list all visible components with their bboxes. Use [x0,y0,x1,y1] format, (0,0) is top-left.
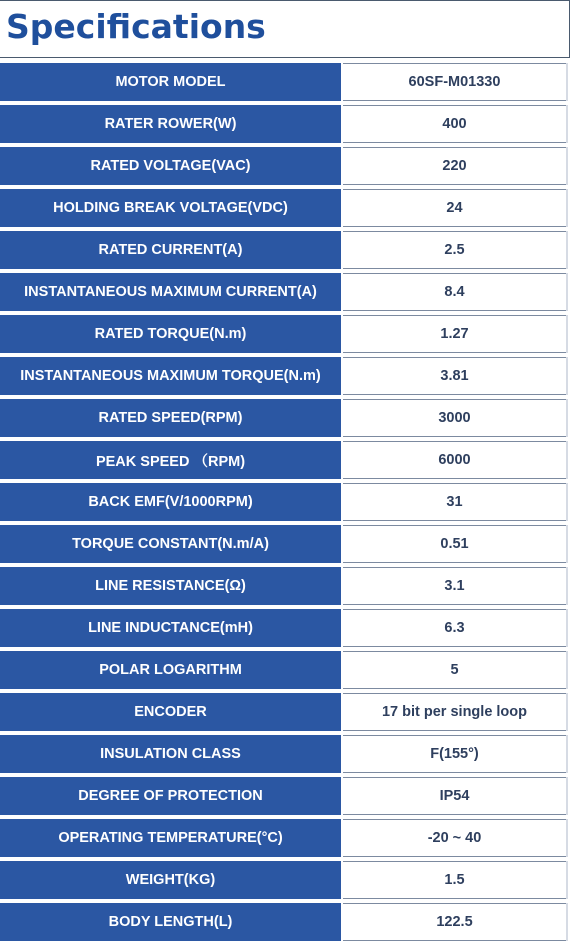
table-row [0,356,571,398]
spec-label: ENCODER [0,693,341,731]
spec-label: RATED TORQUE(N.m) [0,315,341,353]
spec-label: TORQUE CONSTANT(N.m/A) [0,525,341,563]
spec-label: DEGREE OF PROTECTION [0,777,341,815]
spec-label: RATER ROWER(W) [0,105,341,143]
spec-value: 220 [343,147,566,185]
row-edge-divider [566,609,568,647]
row-edge-divider [566,735,568,773]
row-edge-divider [566,861,568,899]
spec-label: RATED CURRENT(A) [0,231,341,269]
row-edge-divider [566,483,568,521]
table-row [0,902,571,944]
spec-label: WEIGHT(KG) [0,861,341,899]
spec-value: F(155°) [343,735,566,773]
table-row [0,440,571,482]
spec-value: -20 ~ 40 [343,819,566,857]
spec-value: IP54 [343,777,566,815]
page-title: Specifications [6,7,266,46]
spec-value: 400 [343,105,566,143]
spec-label: MOTOR MODEL [0,63,341,101]
spec-value: 5 [343,651,566,689]
row-edge-divider [566,189,568,227]
spec-value: 6000 [343,441,566,479]
spec-label: OPERATING TEMPERATURE(°C) [0,819,341,857]
row-edge-divider [566,693,568,731]
row-edge-divider [566,525,568,563]
row-edge-divider [566,567,568,605]
spec-label: LINE INDUCTANCE(mH) [0,609,341,647]
spec-label: RATED SPEED(RPM) [0,399,341,437]
specifications-table [0,62,571,944]
spec-label: BODY LENGTH(L) [0,903,341,941]
row-edge-divider [566,441,568,479]
spec-label: INSTANTANEOUS MAXIMUM TORQUE(N.m) [0,357,341,395]
spec-value: 3.81 [343,357,566,395]
spec-label: PEAK SPEED （RPM) [0,441,341,479]
table-row [0,188,571,230]
spec-value: 31 [343,483,566,521]
spec-value: 8.4 [343,273,566,311]
row-edge-divider [566,777,568,815]
spec-value: 60SF-M01330 [343,63,566,101]
table-row [0,692,571,734]
table-row [0,608,571,650]
spec-label: POLAR LOGARITHM [0,651,341,689]
spec-value: 2.5 [343,231,566,269]
table-row [0,524,571,566]
table-row [0,566,571,608]
table-row [0,650,571,692]
table-row [0,482,571,524]
row-edge-divider [566,903,568,941]
row-edge-divider [566,819,568,857]
table-row [0,734,571,776]
row-edge-divider [566,357,568,395]
table-row [0,314,571,356]
spec-value: 24 [343,189,566,227]
spec-label: LINE RESISTANCE(Ω) [0,567,341,605]
row-edge-divider [566,63,568,101]
spec-label: BACK EMF(V/1000RPM) [0,483,341,521]
spec-label: INSTANTANEOUS MAXIMUM CURRENT(A) [0,273,341,311]
header-bar [0,0,570,58]
spec-label: RATED VOLTAGE(VAC) [0,147,341,185]
spec-value: 122.5 [343,903,566,941]
table-row [0,104,571,146]
spec-label: INSULATION CLASS [0,735,341,773]
spec-value: 17 bit per single loop [343,693,566,731]
spec-label: HOLDING BREAK VOLTAGE(VDC) [0,189,341,227]
table-row [0,818,571,860]
row-edge-divider [566,105,568,143]
spec-value: 6.3 [343,609,566,647]
row-edge-divider [566,651,568,689]
table-row [0,146,571,188]
table-row [0,272,571,314]
row-edge-divider [566,273,568,311]
table-row [0,398,571,440]
spec-value: 1.5 [343,861,566,899]
spec-value: 1.27 [343,315,566,353]
row-edge-divider [566,315,568,353]
spec-value: 3.1 [343,567,566,605]
table-row [0,230,571,272]
row-edge-divider [566,231,568,269]
row-edge-divider [566,147,568,185]
table-row [0,860,571,902]
spec-value: 3000 [343,399,566,437]
table-row [0,776,571,818]
row-edge-divider [566,399,568,437]
table-row [0,62,571,104]
spec-value: 0.51 [343,525,566,563]
